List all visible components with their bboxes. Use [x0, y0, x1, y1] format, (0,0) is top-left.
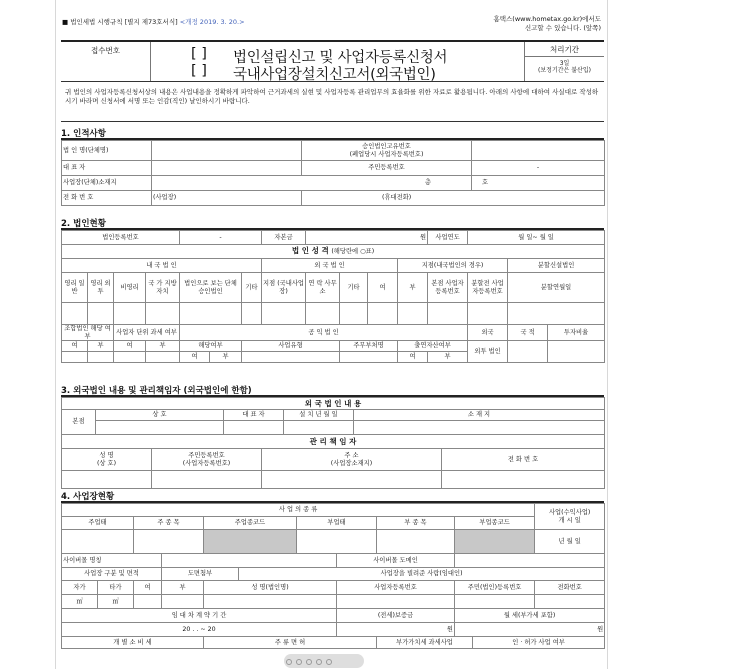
form-input-cell[interactable]: [297, 530, 377, 554]
form-label-cell: 기타: [242, 273, 262, 303]
form-label-cell: 내 국 법 인: [62, 259, 262, 273]
form-label-cell: 분할연월일: [508, 273, 605, 303]
form-label-cell: 인 · 허가 사업 여부: [473, 637, 605, 649]
form-input-cell[interactable]: [204, 595, 337, 609]
processing-period: 처리기간 3일 (보정기간은 불산입): [524, 42, 604, 81]
form-input-cell[interactable]: [472, 141, 605, 161]
form-label-cell[interactable]: (휴대전화): [302, 191, 605, 206]
form-input-cell[interactable]: [262, 303, 306, 325]
form-label-cell: 출연자산여부: [398, 341, 468, 352]
form-label-cell: 부: [210, 352, 242, 363]
form-label-cell: 연 락 사무소: [306, 273, 340, 303]
form-input-cell[interactable]: [114, 303, 146, 325]
form-input-cell[interactable]: [96, 421, 224, 435]
form-input-cell[interactable]: [242, 303, 262, 325]
form-label-cell: 사업자 단위 과세 여부: [114, 325, 180, 341]
form-label-cell: 분할신설법인: [508, 259, 605, 273]
form-label-cell[interactable]: -: [180, 231, 262, 245]
form-label-cell[interactable]: ㎡: [98, 595, 134, 609]
form-input-cell[interactable]: [455, 595, 535, 609]
receipt-number-label: 접수번호: [61, 42, 151, 81]
form-label-cell[interactable]: 원: [455, 623, 605, 637]
form-input-cell[interactable]: [162, 554, 337, 568]
hometax-note-2: 신고할 수 있습니다. (앞쪽): [524, 24, 601, 32]
form-label-cell[interactable]: 년 월 일: [535, 530, 605, 554]
form-label-cell: 공 익 법 인: [180, 325, 468, 341]
section-1-title: 1. 인적사항: [61, 127, 604, 140]
form-label-cell: 성 명(법인명): [204, 581, 337, 595]
form-label-cell: 사업장(단체)소재지: [62, 176, 152, 191]
form-label-cell: 여: [368, 273, 398, 303]
instruction-notice: 귀 법인의 사업자등록신청서상의 내용은 사업내용을 정확하게 파악하여 근거과세의 실현 및 사업자등록 관리업무의 효율화를 위한 자료로 활용됩니다. 아래의 사항에 대하여 사실대로 작성하시기 바라며 신청서에 서명 또는 인감(직인) 날인하시기 바랍니다.: [61, 88, 604, 122]
form-input-cell[interactable]: [428, 303, 468, 325]
form-input-cell[interactable]: [146, 303, 180, 325]
form-input-cell[interactable]: [180, 303, 242, 325]
form-input-cell[interactable]: [508, 303, 605, 325]
form-label-cell: 지점(내국법인의 경우): [398, 259, 508, 273]
form-label-cell: 영리 일반: [62, 273, 88, 303]
form-input-cell[interactable]: [62, 303, 88, 325]
form-title-1: 법인설립신고 및 사업자등록신청서: [233, 50, 448, 66]
form-label-cell: 타가: [98, 581, 134, 595]
form-label-cell[interactable]: 원: [306, 231, 428, 245]
revision-date: <개정 2019. 3. 20.>: [179, 18, 245, 26]
form-label-cell[interactable]: 호: [472, 176, 605, 191]
form-input-cell[interactable]: [337, 595, 455, 609]
form-label-cell: 사업(수익사업) 개 시 일: [535, 504, 605, 530]
form-label-cell: 여: [398, 352, 428, 363]
form-label-cell: 여: [62, 341, 88, 352]
form-label-cell: 지점 (국내사업장): [262, 273, 306, 303]
form-label-cell: 사업자등록번호: [337, 581, 455, 595]
form-label-cell: 해당여부: [180, 341, 242, 352]
form-label-cell: 대 표 자: [224, 410, 284, 421]
form-input-cell[interactable]: [442, 471, 605, 489]
form-label-cell: 여: [114, 341, 146, 352]
form-input-cell[interactable]: [455, 554, 605, 568]
form-input-cell[interactable]: [262, 471, 442, 489]
form-label-cell[interactable]: (사업장): [152, 191, 302, 206]
form-label-cell: 주 소 (사업장소재지): [262, 449, 442, 471]
form-label-cell: 영리 외투: [88, 273, 114, 303]
form-label-cell[interactable]: ㎡: [62, 595, 98, 609]
section-2-title: 2. 법인현황: [61, 217, 604, 230]
manager-table: [61, 448, 605, 489]
form-input-cell[interactable]: [152, 471, 262, 489]
form-label-cell: 여: [180, 352, 210, 363]
form-input-cell[interactable]: [62, 530, 134, 554]
law-reference: ■ 법인세법 시행규칙 [별지 제73호서식]: [62, 18, 180, 26]
form-label-cell: 부: [162, 581, 204, 595]
media-controls-overlay[interactable]: [284, 654, 364, 668]
form-label-cell: 부: [88, 341, 114, 352]
form-label-cell: 법인으로 보는 단체 승인법인: [180, 273, 242, 303]
form-label-cell[interactable]: -: [472, 161, 605, 176]
form-input-cell[interactable]: [152, 141, 302, 161]
form-label-cell: 국 적: [508, 325, 548, 341]
form-input-cell[interactable]: [134, 530, 204, 554]
form-label-cell: 본점 사업자 등록번호: [428, 273, 468, 303]
form-label-cell: 법인등록번호: [62, 231, 180, 245]
form-label-cell: 사이버몰 명칭: [62, 554, 162, 568]
form-label-cell: 외국: [468, 325, 508, 341]
form-label-cell: 전 화 번 호: [62, 191, 152, 206]
form-input-cell[interactable]: [340, 303, 368, 325]
form-label-cell: 승인법인고유번호 (폐업당시 사업자등록번호): [302, 141, 472, 161]
form-label-cell[interactable]: 원: [337, 623, 455, 637]
form-input-cell[interactable]: [114, 352, 146, 363]
business-site-table: [61, 503, 605, 649]
form-label-cell: 주민등록번호: [302, 161, 472, 176]
foreign-corp-table: [61, 397, 605, 449]
form-label-cell: 주 류 면 허: [204, 637, 377, 649]
form-label-cell: 부: [398, 273, 428, 303]
form-label-cell: 도면첨부: [162, 568, 239, 581]
title-box: [61, 40, 604, 82]
form-label-cell: 사업연도: [428, 231, 468, 245]
form-label-cell: 주민(법인)등록번호: [455, 581, 535, 595]
form-label-cell: 기타: [340, 273, 368, 303]
form-label-cell[interactable]: 층: [152, 176, 472, 191]
form-header: [62, 15, 601, 37]
form-label-cell: 부: [146, 341, 180, 352]
form-input-cell[interactable]: [508, 341, 548, 363]
form-label-cell: 사업장을 빌려준 사람(임대인): [239, 568, 605, 581]
form-input-cell[interactable]: [88, 352, 114, 363]
form-input-cell[interactable]: [204, 530, 297, 554]
control-dot-icon[interactable]: [326, 659, 332, 665]
form-label-cell: 성 명 (상 호): [62, 449, 152, 471]
form-input-cell[interactable]: [224, 421, 284, 435]
form-input-cell[interactable]: [455, 530, 535, 554]
form-input-cell[interactable]: [368, 303, 398, 325]
form-label-cell: 외 국 법 인: [262, 259, 398, 273]
checkbox-bracket-2[interactable]: [ ]: [191, 63, 207, 79]
form-label-cell: 외투 법인: [468, 341, 508, 363]
form-label-cell: 주무부처명: [340, 341, 398, 352]
form-input-cell[interactable]: [548, 341, 605, 363]
form-label-cell: 여: [134, 581, 162, 595]
section-4-title: 4. 사업장현황: [61, 490, 604, 503]
form-label-cell: 대 표 자: [62, 161, 152, 176]
form-label-cell: (전세)보증금: [337, 609, 455, 623]
form-input-cell[interactable]: [377, 530, 455, 554]
control-dot-icon[interactable]: [316, 659, 322, 665]
form-label-cell: 외 국 법 인 내 용: [62, 398, 605, 410]
document-page: [55, 0, 608, 669]
corporation-status-table: [61, 230, 605, 363]
form-input-cell[interactable]: [284, 421, 354, 435]
form-label-cell: 부가가치세 과세사업: [377, 637, 473, 649]
form-label-cell: 설 치 년 월 일: [284, 410, 354, 421]
form-label-cell: 주민등록번호 (사업자등록번호): [152, 449, 262, 471]
form-label-cell: 주 종 목: [134, 517, 204, 530]
form-label-cell: 법 인 명(단체명): [62, 141, 152, 161]
form-input-cell[interactable]: [88, 303, 114, 325]
control-dot-icon[interactable]: [306, 659, 312, 665]
form-input-cell[interactable]: [398, 303, 428, 325]
control-dot-icon[interactable]: [296, 659, 302, 665]
form-label-cell: 자가: [62, 581, 98, 595]
form-label-cell: 임 대 차 계 약 기 간: [62, 609, 337, 623]
form-label-cell: 비영리: [114, 273, 146, 303]
form-input-cell[interactable]: [306, 303, 340, 325]
form-label-cell: 사업유형: [242, 341, 340, 352]
form-label-cell: 조합법인 해당 여부: [62, 325, 114, 341]
form-label-cell: 사이버몰 도메인: [337, 554, 455, 568]
form-label-cell: 개 별 소 비 세: [62, 637, 204, 649]
control-dot-icon[interactable]: [286, 659, 292, 665]
form-input-cell[interactable]: [242, 352, 340, 363]
form-label-cell: 관 리 책 임 자: [62, 435, 605, 449]
form-label-cell[interactable]: 월 일~ 월 일: [468, 231, 605, 245]
form-input-cell[interactable]: [134, 595, 162, 609]
form-label-cell: 주업종코드: [204, 517, 297, 530]
checkbox-bracket-1[interactable]: [ ]: [191, 46, 207, 62]
form-input-cell[interactable]: [340, 352, 398, 363]
form-label-cell: 전화번호: [535, 581, 605, 595]
form-label-cell: 소 재 지: [354, 410, 605, 421]
personal-info-table: [61, 140, 605, 206]
hometax-note: 홈택스(www.hometax.go.kr)에서도: [493, 15, 601, 23]
form-label-cell: 분할전 사업자등록번호: [468, 273, 508, 303]
form-label-cell: 국 가 지방자치: [146, 273, 180, 303]
form-label-cell: 부: [428, 352, 468, 363]
form-input-cell[interactable]: [62, 471, 152, 489]
form-input-cell[interactable]: [152, 161, 302, 176]
form-input-cell[interactable]: [535, 595, 605, 609]
section-3-title: 3. 외국법인 내용 및 관리책임자 (외국법인에 한함): [61, 384, 604, 397]
form-input-cell[interactable]: [146, 352, 180, 363]
form-label-cell: 주업태: [62, 517, 134, 530]
form-label-cell[interactable]: 20 . . ~ 20: [62, 623, 337, 637]
form-label-cell: 본점: [62, 410, 96, 435]
form-label-cell: 사 업 의 종 류: [62, 504, 535, 517]
form-label-cell: 전 화 번 호: [442, 449, 605, 471]
form-input-cell[interactable]: [162, 595, 204, 609]
form-label-cell: 부업태: [297, 517, 377, 530]
form-input-cell[interactable]: [468, 303, 508, 325]
form-label-cell: 사업장 구분 및 면적: [62, 568, 162, 581]
form-label-cell: 부업종코드: [455, 517, 535, 530]
form-title-2: 국내사업장설치신고서(외국법인): [233, 67, 436, 83]
form-input-cell[interactable]: [354, 421, 605, 435]
form-label-cell: 부 종 목: [377, 517, 455, 530]
form-label-cell: 법 인 성 격 (해당란에 ○표): [62, 245, 605, 259]
form-label-cell: 투자비율: [548, 325, 605, 341]
form-label-cell: 월 세(부가세 포함): [455, 609, 605, 623]
form-label-cell: 자본금: [262, 231, 306, 245]
form-input-cell[interactable]: [62, 352, 88, 363]
form-label-cell: 상 호: [96, 410, 224, 421]
